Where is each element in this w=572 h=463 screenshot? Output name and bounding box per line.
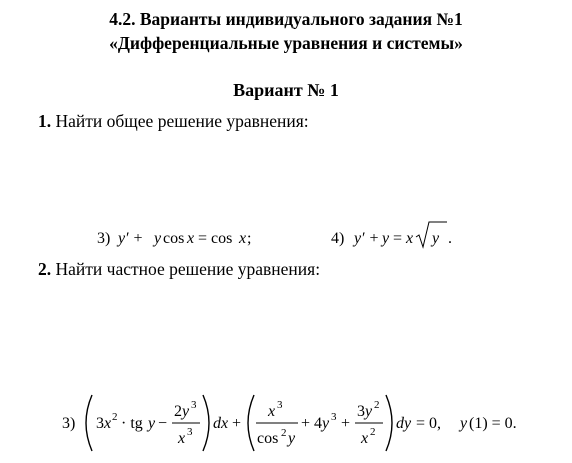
svg-text:y: y xyxy=(288,430,296,447)
svg-text:(1) = 0.: (1) = 0. xyxy=(469,415,517,432)
heading-line-1: 4.2. Варианты индивидуального задания №1 xyxy=(109,9,463,29)
svg-text:=: = xyxy=(393,230,403,247)
svg-text:= cos: = cos xyxy=(198,230,233,247)
svg-text:x: x xyxy=(187,230,195,247)
svg-text:y: y xyxy=(182,403,190,420)
task-1-equation-3-label: 3) xyxy=(97,230,111,247)
svg-text:y: y xyxy=(154,230,162,247)
svg-text:dy: dy xyxy=(396,415,412,432)
task-1-text: Найти общее решение уравнения: xyxy=(55,111,309,131)
svg-text:2: 2 xyxy=(370,426,376,438)
paren-left-2 xyxy=(248,395,254,451)
heading-line-2: «Дифференциальные уравнения и системы» xyxy=(109,33,463,53)
svg-text:· tg: · tg xyxy=(121,415,143,432)
svg-text:y: y xyxy=(382,230,390,247)
task-1-number: 1. xyxy=(38,111,52,131)
svg-text:y: y xyxy=(365,403,373,420)
svg-text:′ +: ′ + xyxy=(126,230,143,247)
svg-text:2: 2 xyxy=(174,403,182,420)
svg-text:2: 2 xyxy=(374,399,380,411)
svg-text:y: y xyxy=(460,415,468,432)
svg-text:x: x xyxy=(268,403,276,420)
svg-text:2: 2 xyxy=(281,427,287,439)
svg-text:3: 3 xyxy=(191,399,197,411)
svg-text:3: 3 xyxy=(277,399,283,411)
task-1-equation-4-label: 4) xyxy=(331,230,345,247)
svg-text:3: 3 xyxy=(331,411,337,423)
paren-right-1 xyxy=(203,395,209,451)
svg-text:dx: dx xyxy=(213,415,229,432)
svg-text:x: x xyxy=(178,430,186,447)
svg-text:y: y xyxy=(322,415,330,432)
svg-text:cos: cos xyxy=(163,230,185,247)
svg-text:+ 4: + 4 xyxy=(301,415,323,432)
svg-text:−: − xyxy=(158,415,168,432)
svg-text:x: x xyxy=(104,415,112,432)
svg-text:y: y xyxy=(354,230,362,247)
paren-right-2 xyxy=(386,395,392,451)
svg-text:y: y xyxy=(118,230,126,247)
task-2-number: 2. xyxy=(38,259,52,279)
paren-left-1 xyxy=(86,395,92,451)
svg-text:cos: cos xyxy=(257,430,279,447)
svg-text:3: 3 xyxy=(187,426,193,438)
svg-text:x: x xyxy=(361,430,369,447)
svg-text:x: x xyxy=(406,230,414,247)
svg-text:′ +: ′ + xyxy=(362,230,379,247)
svg-text:x: x xyxy=(239,230,247,247)
svg-text:.: . xyxy=(448,230,452,247)
task-2-text: Найти частное решение уравнения: xyxy=(55,259,321,279)
svg-text:y: y xyxy=(432,230,440,247)
svg-text:2: 2 xyxy=(112,411,118,423)
task-2-equation-label: 3) xyxy=(62,415,76,432)
svg-text:3: 3 xyxy=(357,403,365,420)
variant-title: Вариант № 1 xyxy=(233,80,339,100)
svg-text:+: + xyxy=(341,415,351,432)
svg-text:= 0,: = 0, xyxy=(416,415,442,432)
svg-text:3: 3 xyxy=(96,415,104,432)
svg-text:y: y xyxy=(148,415,156,432)
svg-text:+: + xyxy=(232,415,242,432)
svg-text:;: ; xyxy=(247,230,252,247)
